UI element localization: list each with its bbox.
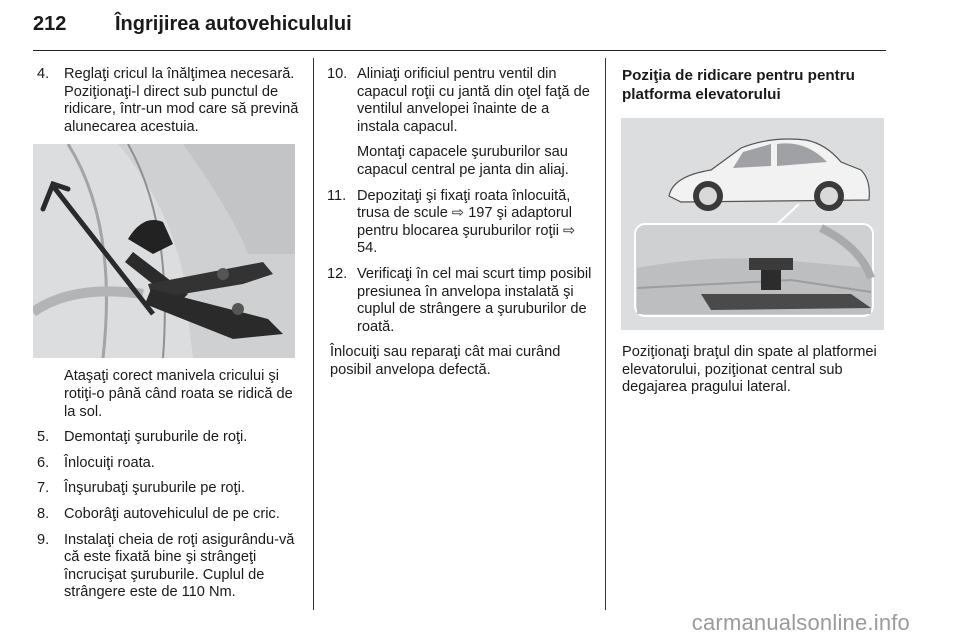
step-6: 6. Înlocuiţi roata.	[37, 454, 155, 471]
step-12: 12. Verificaţi în cel mai scurt timp posibil presiunea în anvelopa instalată şi cuplul de strângere a şuruburilor de roată.	[327, 265, 592, 335]
section-heading: Poziţia de ridicare pentru pentru platforma elevatorului	[622, 67, 855, 103]
step-4: 4. Reglaţi cricul la înălţimea necesară. Poziţionaţi-l direct sub punctul de ridicare, într-un mod care să prevină alunecarea acestuia.	[37, 66, 299, 135]
column-2	[327, 66, 592, 388]
step-5: 5. Demontaţi şuruburile de roţi.	[37, 429, 248, 446]
column-divider	[313, 58, 314, 610]
lift-instructions: Poziţionaţi braţul din spate al platformei elevatorului, poziţionat central sub degajarea pragului lateral.	[622, 344, 877, 396]
step-9: 9. Instalaţi cheia de roţi asigurându-vă că este fixată bine şi strângeţi încrucişat şuruburile. Cuplul de strângere este de 110 Nm.	[37, 531, 295, 601]
step-11: 11. Depozitaţi şi fixaţi roata înlocuită, trusa de scule ⇨ 197 şi adaptorul pentru blocarea şuruburilor roţii ⇨ 54.	[327, 187, 576, 257]
step-10-note: Montaţi capacele şuruburilor sau capacul central pe janta din aliaj.	[357, 144, 569, 178]
closing-paragraph: Înlocuiţi sau reparaţi cât mai curând posibil anvelopa defectă.	[330, 344, 561, 378]
page-title: Îngrijirea autovehiculului	[115, 13, 352, 35]
step-7: 7. Înşurubaţi şuruburile pe roţi.	[37, 480, 245, 497]
step-10: 10. Aliniaţi orificiul pentru ventil din capacul roţii cu jantă din oţel faţă de ventilul anvelopei înainte de a instala capacul.	[327, 66, 590, 135]
column-divider	[605, 58, 606, 610]
column-3	[622, 66, 888, 405]
step-4-continuation: Ataşaţi corect manivela cricului şi rotiţi-o până când roata se ridică de la sol.	[64, 368, 293, 420]
page-number: 212	[33, 13, 67, 35]
watermark: carmanualsonline.info	[691, 610, 910, 635]
step-8: 8. Coborâţi autovehiculul de pe cric.	[37, 505, 280, 522]
page-header	[33, 6, 886, 51]
lift-platform-illustration	[621, 118, 884, 330]
column-1	[37, 66, 303, 610]
jack-illustration	[33, 144, 295, 358]
